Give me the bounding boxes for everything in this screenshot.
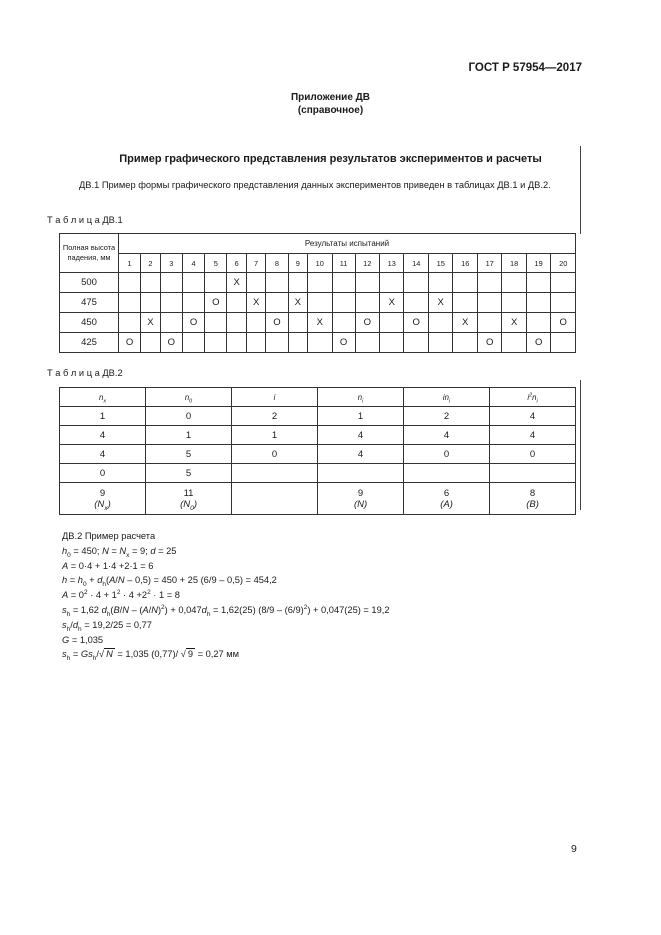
header-row — [60, 388, 576, 407]
result-cell — [308, 273, 332, 293]
result-cell — [551, 333, 576, 353]
result-cell — [119, 313, 141, 333]
value-cell: 0 — [60, 464, 146, 483]
value-cell: 0 — [490, 445, 576, 464]
column-number: 15 — [428, 254, 452, 273]
header-ini: $in_i$ — [404, 388, 490, 407]
intro-paragraph — [59, 179, 576, 192]
result-cell — [526, 313, 550, 333]
result-cell — [477, 293, 501, 313]
result-cell — [428, 313, 452, 333]
result-cell — [404, 293, 428, 313]
result-cell — [246, 313, 265, 333]
result-cell — [332, 273, 355, 293]
total-cell: 9 $(N_x)$ — [60, 483, 146, 515]
result-cell — [119, 293, 141, 313]
result-cell — [526, 273, 550, 293]
result-cell — [227, 333, 246, 353]
row-header-cell: Полная высота падения, мм — [60, 234, 119, 273]
result-cell — [355, 333, 379, 353]
value-cell: 5 — [146, 445, 232, 464]
revision-bar — [580, 380, 581, 510]
column-number: 4 — [182, 254, 204, 273]
result-cell — [182, 333, 204, 353]
value-cell — [232, 464, 318, 483]
value-cell: 1 — [232, 426, 318, 445]
result-cell — [428, 273, 452, 293]
height-cell: 500 — [60, 273, 119, 293]
sqrt-icon: √ — [180, 649, 186, 660]
value-cell: 0 — [146, 407, 232, 426]
value-cell: 2 — [404, 407, 490, 426]
result-cell — [380, 313, 404, 333]
result-cell — [182, 273, 204, 293]
table-row — [60, 333, 576, 353]
result-cell: O — [404, 313, 428, 333]
result-cell — [141, 293, 160, 313]
result-cell — [266, 273, 288, 293]
result-cell — [453, 293, 477, 313]
counts-table — [59, 387, 576, 515]
table-row — [60, 313, 576, 333]
result-cell: X — [380, 293, 404, 313]
result-cell — [119, 273, 141, 293]
result-cell — [502, 293, 526, 313]
column-number-row — [60, 254, 576, 273]
table-row — [60, 407, 576, 426]
result-cell — [266, 293, 288, 313]
result-cell — [502, 333, 526, 353]
annex-note: (справочное) — [297, 105, 364, 116]
result-cell: O — [551, 313, 576, 333]
result-cell — [453, 333, 477, 353]
value-cell: 4 — [490, 407, 576, 426]
column-number: 1 — [119, 254, 141, 273]
total-cell: 6 (A) — [404, 483, 490, 515]
result-cell — [477, 313, 501, 333]
result-cell — [502, 273, 526, 293]
table-row — [60, 273, 576, 293]
calculation-example — [62, 529, 390, 662]
result-cell — [227, 293, 246, 313]
calc-title: ДВ.2 Пример расчета — [62, 531, 156, 541]
annex-title: Приложение ДВ — [290, 92, 371, 103]
result-cell — [141, 333, 160, 353]
result-cell — [551, 293, 576, 313]
result-cell — [246, 333, 265, 353]
value-cell: 5 — [146, 464, 232, 483]
table-row — [60, 293, 576, 313]
header-ni: $n_i$ — [318, 388, 404, 407]
result-cell: O — [332, 333, 355, 353]
value-cell: 4 — [60, 426, 146, 445]
section-title: Пример графического представления результатов экспериментов и расчеты — [119, 153, 542, 165]
calc-line-8: $s_h = Gs_h/√$ N = 1,035 (0,77)/ √ 9 = 0,27 мм — [62, 649, 240, 663]
value-cell: 2 — [232, 407, 318, 426]
page-number: 9 — [571, 843, 577, 855]
result-cell — [453, 273, 477, 293]
result-cell: O — [526, 333, 550, 353]
calc-line-4: $A = 0^2 \cdot 4 + 1^2 \cdot 4 +2^2 \cdot 1 = 8$ — [62, 589, 180, 601]
table-row — [60, 464, 576, 483]
result-cell: O — [205, 293, 227, 313]
header-n0: $n_0$ — [146, 388, 232, 407]
result-cell — [266, 333, 288, 353]
counts-body — [60, 407, 576, 483]
result-cell: X — [288, 293, 307, 313]
calc-line-3: $h = h_0 + d_h(A/N - 0,5) = 450 + 25$ (6/9 – 0,5) = 454,2 — [62, 575, 277, 589]
column-number: 13 — [380, 254, 404, 273]
column-number: 6 — [227, 254, 246, 273]
height-cell: 450 — [60, 313, 119, 333]
result-cell — [551, 273, 576, 293]
result-cell — [205, 313, 227, 333]
result-cell: X — [308, 313, 332, 333]
column-number: 10 — [308, 254, 332, 273]
result-cell: O — [266, 313, 288, 333]
result-cell — [246, 273, 265, 293]
height-cell: 475 — [60, 293, 119, 313]
result-cell: O — [355, 313, 379, 333]
header-i2ni: $i^2n_i$ — [490, 388, 576, 407]
annex-heading — [0, 91, 661, 117]
totals-row — [60, 483, 576, 515]
result-cell — [308, 333, 332, 353]
result-cell — [141, 273, 160, 293]
result-cell: O — [182, 313, 204, 333]
column-number: 18 — [502, 254, 526, 273]
calc-line-5: $s_h = 1,62$ $d_h(B/N - (A/N)^2) + 0,047d_h = 1,62(25)$ $(8/9 - (6/9)^2) + 0,047(25) = 19,2$ — [62, 603, 390, 618]
calc-line-2: A = 0·4 + 1·4 +2·1 = 6 — [62, 560, 154, 571]
total-cell: 11 $(N_0)$ — [146, 483, 232, 515]
column-number: 16 — [453, 254, 477, 273]
result-cell — [380, 333, 404, 353]
table2-caption: Т а б л и ц а ДВ.2 — [47, 368, 123, 378]
column-number: 12 — [355, 254, 379, 273]
result-cell: X — [246, 293, 265, 313]
column-number: 17 — [477, 254, 501, 273]
column-number: 19 — [526, 254, 550, 273]
result-cell: X — [428, 293, 452, 313]
result-cell: X — [227, 273, 246, 293]
column-number: 11 — [332, 254, 355, 273]
column-number: 5 — [205, 254, 227, 273]
result-cell — [428, 333, 452, 353]
results-body — [60, 273, 576, 353]
total-cell: 9 (N) — [318, 483, 404, 515]
result-cell — [355, 273, 379, 293]
value-cell — [490, 464, 576, 483]
value-cell — [318, 464, 404, 483]
total-cell: 8 (B) — [490, 483, 576, 515]
result-cell — [355, 293, 379, 313]
column-number: 9 — [288, 254, 307, 273]
table1-caption: Т а б л и ц а ДВ.1 — [47, 215, 123, 225]
value-cell: 1 — [318, 407, 404, 426]
intro-text: ДВ.1 Пример формы графического представления данных экспериментов приведен в таблицах ДВ.1 и ДВ.2. — [79, 180, 551, 190]
total-cell — [232, 483, 318, 515]
result-cell — [160, 273, 182, 293]
sqrt-icon: √ — [99, 649, 105, 660]
value-cell: 4 — [318, 426, 404, 445]
calc-line-7: G = 1,035 — [62, 634, 104, 645]
header-nx: $n_x$ — [60, 388, 146, 407]
calc-line-6: $s_h/d_h = 19,2/25 = 0,77$ — [62, 619, 152, 633]
column-number: 14 — [404, 254, 428, 273]
result-cell — [526, 293, 550, 313]
result-cell: X — [453, 313, 477, 333]
column-number: 20 — [551, 254, 576, 273]
value-cell: 1 — [60, 407, 146, 426]
result-cell — [205, 333, 227, 353]
result-cell — [332, 293, 355, 313]
value-cell: 0 — [404, 445, 490, 464]
value-cell: 1 — [146, 426, 232, 445]
header-i: i — [232, 388, 318, 407]
standard-designation: ГОСТ Р 57954—2017 — [468, 62, 582, 74]
result-cell: X — [141, 313, 160, 333]
result-cell — [380, 273, 404, 293]
result-cell — [332, 313, 355, 333]
result-cell — [288, 333, 307, 353]
result-cell — [288, 313, 307, 333]
result-cell — [227, 313, 246, 333]
height-cell: 425 — [60, 333, 119, 353]
value-cell: 4 — [318, 445, 404, 464]
result-cell — [404, 333, 428, 353]
column-number: 8 — [266, 254, 288, 273]
results-table — [59, 233, 576, 353]
result-cell — [308, 293, 332, 313]
column-number: 2 — [141, 254, 160, 273]
value-cell — [404, 464, 490, 483]
column-number: 7 — [246, 254, 265, 273]
column-number: 3 — [160, 254, 182, 273]
value-cell: 4 — [404, 426, 490, 445]
calc-line-1: $h_0 = 450$; $N = N_x = 9$; d = 25 — [62, 545, 177, 559]
value-cell: 0 — [232, 445, 318, 464]
result-cell — [160, 293, 182, 313]
result-cell: O — [119, 333, 141, 353]
value-cell: 4 — [60, 445, 146, 464]
result-cell — [404, 273, 428, 293]
result-cell — [477, 273, 501, 293]
result-cell — [182, 293, 204, 313]
result-cell: O — [160, 333, 182, 353]
table-row — [60, 445, 576, 464]
table-row — [60, 426, 576, 445]
result-cell: X — [502, 313, 526, 333]
result-cell — [160, 313, 182, 333]
value-cell: 4 — [490, 426, 576, 445]
result-cell: O — [477, 333, 501, 353]
result-cell — [205, 273, 227, 293]
group-header-cell: Результаты испытаний — [119, 234, 576, 254]
result-cell — [288, 273, 307, 293]
